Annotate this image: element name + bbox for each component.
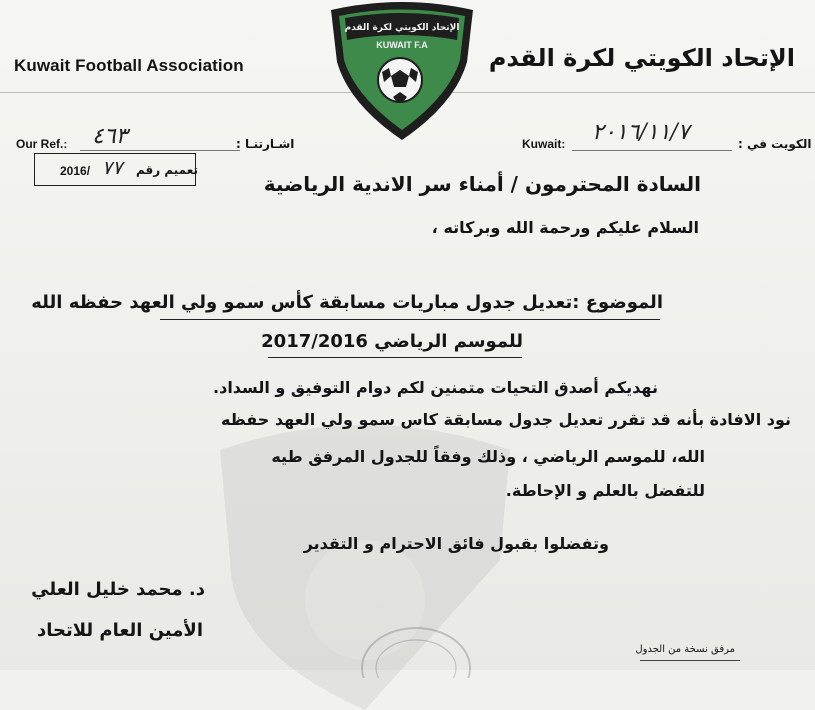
attachment-note-underline: [640, 660, 740, 661]
body-line-1: نهديكم أصدق التحيات متمنين لكم دوام التوفيق و السداد.: [213, 378, 658, 397]
subject-line-1: الموضوع :تعديل جدول مباريات مسابقة كأس سمو ولي العهد حفظه الله: [31, 292, 663, 313]
signer-name: د. محمد خليل العلي: [31, 579, 205, 600]
closing-line: وتفضلوا بقبول فائق الاحترام و التقدير: [303, 534, 609, 553]
subject-underline-2: [268, 357, 522, 358]
our-ref-label: Our Ref.:: [16, 137, 68, 151]
date-dotted-line: [572, 150, 732, 151]
english-association-name: Kuwait Football Association: [14, 56, 244, 75]
kfa-logo-icon: [327, 0, 477, 142]
addressee-line: السادة المحترمون / أمناء سر الاندية الرياضية: [263, 172, 701, 196]
logo-english-text: KUWAIT F.A: [376, 40, 428, 50]
circular-label: تعميم رقم: [136, 163, 198, 177]
stamp-icon: [356, 618, 476, 678]
greeting-line: السلام عليكم ورحمة الله وبركاته ،: [431, 218, 699, 237]
our-ref-dotted-line: [80, 150, 240, 151]
attachment-note: مرفق نسخة من الجدول: [635, 644, 735, 655]
date-value: ٢٠١٦/١١/٧: [592, 120, 690, 145]
subject-underline-1: [160, 319, 660, 320]
body-line-4: للتفضل بالعلم و الإحاطة.: [505, 481, 705, 500]
kuwait-date-label: Kuwait:: [522, 137, 566, 151]
our-ref-value: ٤٦٣: [92, 124, 128, 149]
logo-arabic-text: الإتحاد الكويتي لكرة القدم: [344, 23, 460, 33]
body-line-2: نود الافادة بأنه قد تقرر تعديل جدول مسابقة كاس سمو ولي العهد حفظه: [220, 410, 791, 429]
circular-number: ٧٧: [102, 157, 123, 179]
arabic-ref-label: اشـارتنـا :: [236, 137, 295, 151]
kuwait-date-arabic-label: الكويت في :: [738, 137, 812, 151]
signer-title: الأمين العام للاتحاد: [37, 620, 203, 641]
arabic-association-name: الإتحاد الكويتي لكرة القدم: [488, 44, 795, 72]
circular-year: 2016/: [60, 164, 91, 178]
body-line-3: الله، للموسم الرياضي ، وذلك وفقاً للجدول المرفق طيه: [271, 447, 705, 466]
subject-line-2: للموسم الرياضي 2017/2016: [261, 331, 523, 352]
